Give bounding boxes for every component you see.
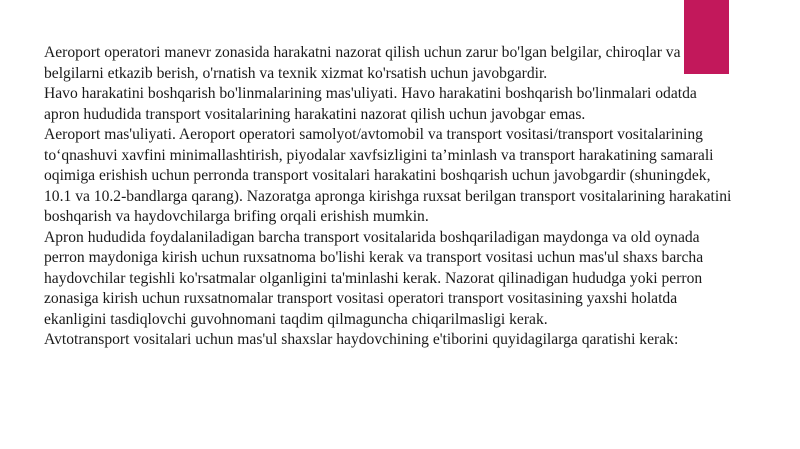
paragraph-apron-permits: Apron hududida foydalaniladigan barcha transport vositalarida boshqariladigan maydonga va old oynada perron maydoniga kirish uchun ruxsatnoma bo'lishi kerak va transport vositasi uchun mas'ul shaxs barcha haydovchilar tegishli ko'rsatmalar olganligini ta'minlashi kerak. Nazorat qilinadigan hududga yoki perron zonasiga kirish uchun ruxsatnomalar transport vositasi operatori transport vositasining yaxshi holatda ekanligini tasdiqlovchi guvohnomani taqdim qilmaguncha chiqarilmasligi kerak. (44, 228, 704, 328)
paragraph-driver-attention: Avtotransport vositalari uchun mas'ul shaxslar haydovchining e'tiborini quyidagilarga qaratishi kerak: (44, 331, 679, 348)
paragraph-airport-responsibility: Aeroport mas'uliyati. Aeroport operatori samolyot/avtomobil va transport vositasi/transport vositalarining to‘qnashuvi xavfini minimallashtirish, piyodalar xavfsizligini ta’minlash va transport harakatining samarali oqimiga erishish uchun perronda transport vositalari harakatini boshqarish uchun javobgardir (shuningdek, 10.1 va 10.2-bandlarga qarang). Nazoratga apronga kirishga ruxsat berilgan transport vositalarining harakatini boshqarish va haydovchilarga brifing orqali erishish mumkin. (44, 126, 732, 225)
paragraph-atc-responsibility: Havo harakatini boshqarish bo'linmalarining mas'uliyati. Havo harakatini boshqarish bo'linmalari odatda apron hududida transport vositalarining harakatini nazorat qilish uchun javobgar emas. (44, 85, 697, 123)
body-text (44, 43, 734, 351)
paragraph-signage-responsibility: Aeroport operatori manevr zonasida harakatni nazorat qilish uchun zarur bo'lgan belgilar, chiroqlar va belgilarni etkazib berish, o'rnatish va texnik xizmat ko'rsatish uchun javobgardir. (44, 44, 681, 82)
